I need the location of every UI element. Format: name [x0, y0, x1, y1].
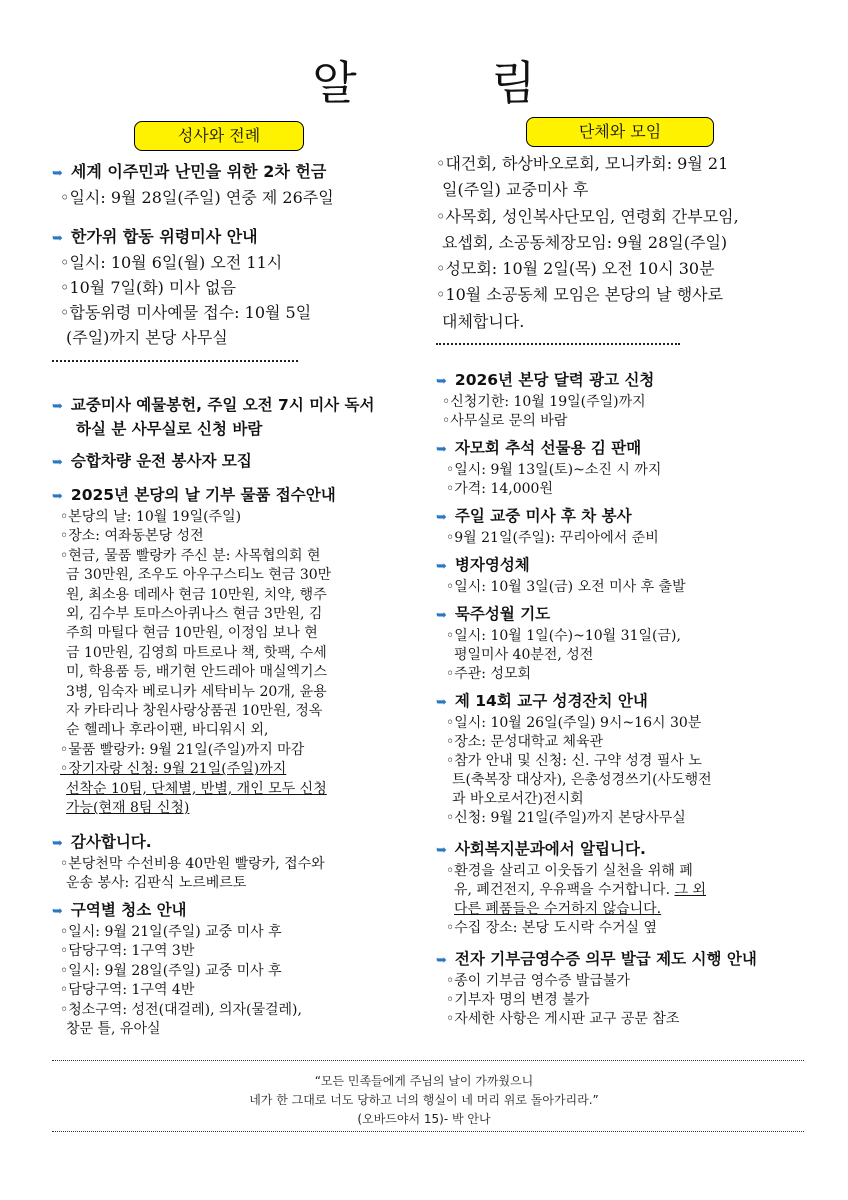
diamond-arrow-icon: ➥ — [436, 695, 447, 711]
list-item: 대체합니다. — [442, 311, 525, 331]
list-item: ◦담당구역: 1구역 3반 — [60, 943, 195, 960]
list-item: ◦일시: 10월 6일(월) 오전 11시 — [60, 253, 283, 272]
section-heading: ➥ 승합차량 운전 봉사자 모집 — [52, 452, 252, 470]
diamond-arrow-icon: ➥ — [436, 559, 447, 575]
divider — [436, 343, 680, 345]
list-item: ◦현금, 물품 빨랑카 주신 분: 사목협의회 현 — [60, 547, 321, 564]
diamond-arrow-icon: ➥ — [436, 374, 447, 390]
list-item: ◦주관: 성모회 — [446, 666, 532, 683]
right-column — [436, 151, 816, 1029]
diamond-arrow-icon: ➥ — [436, 953, 447, 969]
list-item: 트(축복장 대상자), 은총성경쓰기(사도행전 — [452, 772, 712, 789]
list-item: 가능(현재 8팀 신청) — [66, 800, 190, 817]
section-heading: ➥ 세계 이주민과 난민을 위한 2차 헌금 — [52, 162, 327, 181]
list-item: 금 10만원, 김영희 마트로나 책, 핫팩, 수세 — [66, 644, 327, 661]
list-item: ◦일시: 10월 3일(금) 오전 미사 후 출발 — [446, 579, 686, 596]
list-item: ◦일시: 9월 28일(주일) 연중 제 26주일 — [60, 188, 334, 207]
list-item: 순 헬레나 후라이팬, 바디워시 외, — [66, 722, 269, 739]
diamond-arrow-icon: ➥ — [52, 903, 63, 919]
list-item: ◦성모회: 10월 2일(목) 오전 10시 30분 — [436, 259, 715, 279]
list-item: 다른 폐품들은 수거하지 않습니다. — [454, 901, 662, 918]
list-item: ◦자세한 사항은 게시판 교구 공문 참조 — [446, 1011, 680, 1028]
footer-quote-line: 네가 한 그대로 너도 당하고 너의 행실이 네 머리 위로 돌아가리라.” — [249, 1093, 599, 1107]
section-heading-cont: 하실 분 사무실로 신청 바람 — [76, 420, 263, 438]
list-item: ◦물품 빨랑카: 9월 21일(주일)까지 마감 — [60, 741, 305, 758]
section-heading: ➥ 한가위 합동 위령미사 안내 — [52, 227, 258, 246]
list-item: 자 카타리나 창원사랑상품권 10만원, 정옥 — [66, 703, 323, 720]
list-item: 미, 학용품 등, 배기현 안드레아 매실엑기스 — [66, 664, 328, 681]
diamond-arrow-icon: ➥ — [436, 510, 447, 526]
footer-divider-top — [52, 1060, 804, 1061]
diamond-arrow-icon: ➥ — [52, 489, 63, 504]
list-item: ◦가격: 14,000원 — [446, 481, 553, 498]
list-item: ◦신청기한: 10월 19일(주일)까지 — [442, 394, 646, 411]
list-item: ◦참가 안내 및 신청: 신. 구약 성경 필사 노 — [446, 753, 702, 770]
list-item: 금 30만원, 조우도 아우구스티노 현금 30만 — [66, 567, 332, 584]
list-item: 주희 마틸다 현금 10만원, 이정임 보나 현 — [66, 625, 318, 642]
diamond-arrow-icon: ➥ — [436, 442, 447, 458]
list-item: 창문 틀, 유아실 — [66, 1021, 161, 1038]
list-item: 평일미사 40분전, 성전 — [454, 647, 594, 664]
list-item: ◦종이 기부금 영수증 발급불가 — [446, 973, 630, 990]
list-item: ◦본당의 날: 10월 19일(주일) — [60, 509, 242, 525]
list-item: 선착순 10팀, 단체별, 반별, 개인 모두 신청 — [66, 780, 327, 797]
footer-quote-line: “모든 민족들에게 주님의 날이 가까웠으니 — [314, 1074, 534, 1088]
diamond-arrow-icon: ➥ — [436, 608, 447, 624]
list-item: ◦합동위령 미사예물 접수: 10월 5일 — [60, 303, 312, 322]
section-heading: ➥ 묵주성월 기도 — [436, 605, 551, 624]
list-item: ◦일시: 10월 1일(수)~10월 31일(금), — [446, 628, 681, 645]
diamond-arrow-icon: ➥ — [52, 835, 63, 851]
list-item: 3병, 임숙자 베로니카 세탁비누 20개, 윤용 — [66, 683, 327, 700]
section-heading: ➥ 전자 기부금영수증 의무 발급 제도 시행 안내 — [436, 950, 757, 969]
list-item: 유, 폐건전지, 우유팩을 수거합니다. 그 외 — [454, 882, 706, 899]
list-item: ◦9월 21일(주일): 꾸리아에서 준비 — [446, 530, 659, 547]
bible-festival-list — [436, 714, 816, 828]
list-item: 운송 봉사: 김판식 노르베르토 — [66, 874, 247, 891]
list-item: 과 바오로서간)전시회 — [452, 791, 584, 808]
list-item: ◦10월 7일(화) 미사 없음 — [60, 278, 236, 297]
list-item: ◦담당구역: 1구역 4반 — [60, 982, 195, 999]
list-item: ◦일시: 9월 21일(주일) 교중 미사 후 — [60, 923, 282, 940]
footer-quote-source: (오바드야서 15)- 박 안나 — [357, 1112, 491, 1126]
section-label-groups: 단체와 모임 — [526, 117, 714, 147]
section-heading: ➥ 구역별 청소 안내 — [52, 900, 187, 919]
list-item: 외, 김수부 토마스아퀴나스 현금 3만원, 김 — [66, 606, 323, 623]
page-title: 알 림 — [312, 56, 596, 110]
donation-list — [52, 508, 422, 760]
list-item: ◦일시: 10월 26일(주일) 9시~16시 30분 — [446, 715, 702, 732]
divider — [52, 360, 298, 362]
list-item: ◦장기자랑 신청: 9월 21일(주일)까지 — [60, 761, 287, 778]
list-item: ◦사목회, 성인복사단모임, 연령회 간부모임, — [436, 206, 739, 226]
section-heading: ➥ 병자영성체 — [436, 556, 530, 575]
section-heading: ➥ 2025년 본당의 날 기부 물품 접수안내 — [52, 486, 336, 504]
section-heading: ➥ 감사합니다. — [52, 832, 152, 851]
diamond-arrow-icon: ➥ — [52, 455, 63, 470]
list-item: ◦청소구역: 성전(대걸레), 의자(물걸레), — [60, 1001, 302, 1018]
list-item: ◦사무실로 문의 바람 — [442, 413, 568, 430]
list-item: ◦본당천막 수선비용 40만원 빨랑카, 접수와 — [60, 855, 325, 872]
section-heading: ➥ 주일 교중 미사 후 차 봉사 — [436, 507, 632, 526]
footer-divider-bottom — [52, 1131, 804, 1132]
section-heading: ➥ 제 14회 교구 성경잔치 안내 — [436, 692, 648, 711]
diamond-arrow-icon: ➥ — [52, 166, 63, 181]
list-item: 원, 최소용 데레사 현금 10만원, 치약, 행주 — [66, 586, 327, 603]
list-item: 요셉회, 소공동체장모임: 9월 28일(주일) — [442, 232, 728, 252]
section-heading: ➥ 교중미사 예물봉헌, 주일 오전 7시 미사 독서 — [52, 396, 375, 414]
list-item: 일(주일) 교중미사 후 — [442, 180, 589, 200]
list-item: ◦신청: 9월 21일(주일)까지 본당사무실 — [446, 810, 686, 827]
list-item: ◦기부자 명의 변경 불가 — [446, 992, 590, 1009]
left-column — [52, 155, 422, 1040]
section-heading: ➥ 2026년 본당 달력 광고 신청 — [436, 371, 655, 390]
cleaning-list — [52, 923, 422, 1041]
diamond-arrow-icon: ➥ — [52, 399, 63, 414]
section-label-sacraments: 성사와 전례 — [134, 121, 304, 151]
section-heading: ➥ 사회복지분과에서 알립니다. — [436, 840, 646, 859]
list-item: ◦10월 소공동체 모임은 본당의 날 행사로 — [436, 285, 724, 305]
list-item: ◦일시: 9월 13일(토)~소진 시 까지 — [446, 462, 662, 479]
section-heading: ➥ 자모회 추석 선물용 김 판매 — [436, 439, 642, 458]
group-meetings-list — [436, 151, 816, 335]
list-item: ◦장소: 문성대학교 체육관 — [446, 734, 604, 751]
list-item: ◦수집 장소: 본당 도시락 수거실 옆 — [446, 920, 658, 937]
list-item: ◦장소: 여좌동본당 성전 — [60, 528, 204, 545]
diamond-arrow-icon: ➥ — [52, 231, 63, 246]
list-item: ◦대건회, 하상바오로회, 모니카회: 9월 21 — [436, 154, 729, 173]
list-item: (주일)까지 본당 사무실 — [66, 328, 228, 347]
list-item: ◦환경을 살리고 이웃돕기 실천을 위해 폐 — [446, 863, 693, 880]
diamond-arrow-icon: ➥ — [436, 843, 447, 859]
list-item: ◦일시: 9월 28일(주일) 교중 미사 후 — [60, 962, 282, 979]
